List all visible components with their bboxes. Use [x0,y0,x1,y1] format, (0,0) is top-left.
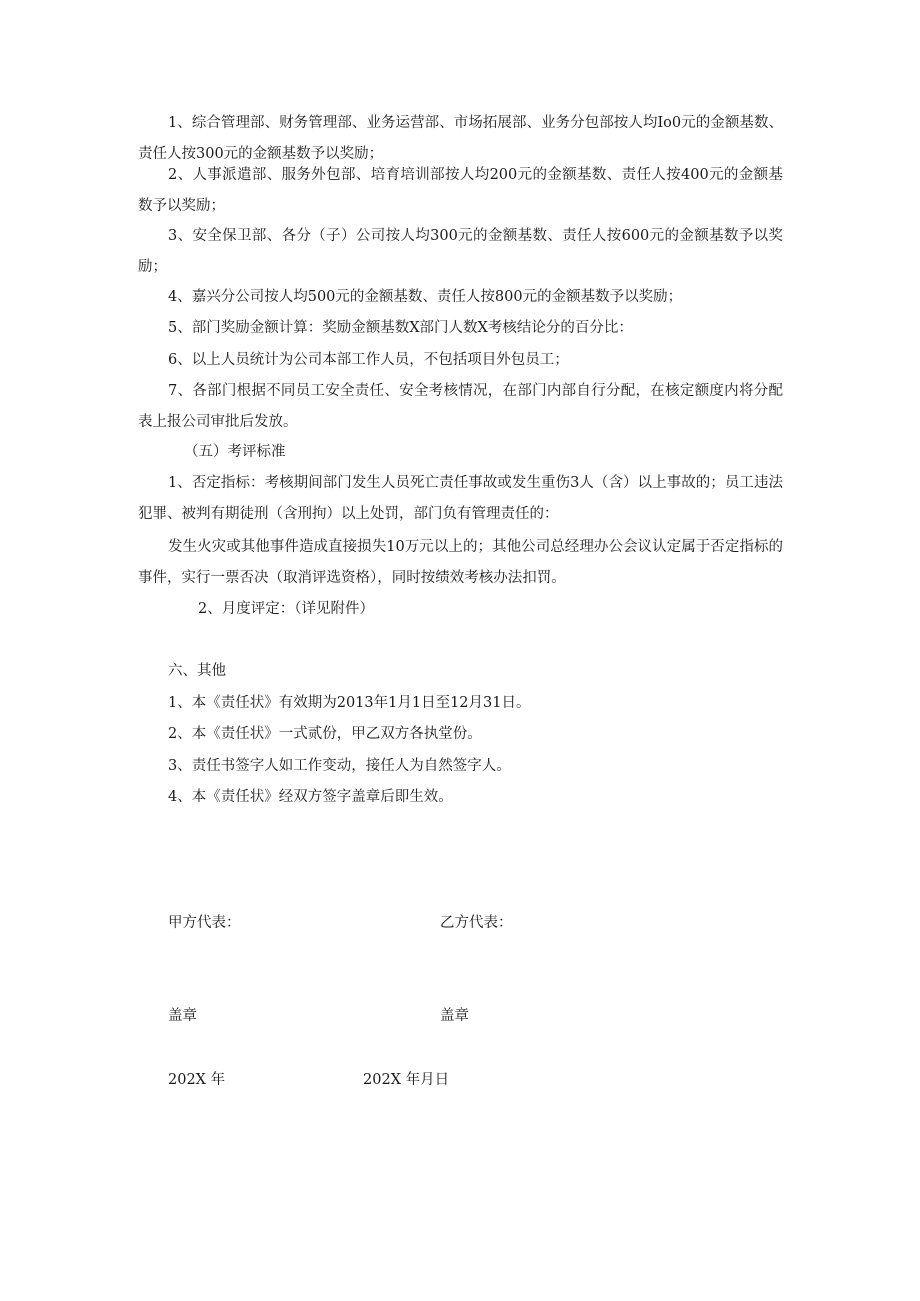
reward-item-2: 2、人事派遣部、服务外包部、培育培训部按人均200元的金额基数、责任人按400元的金额基数予以奖励； [138,167,783,214]
reward-item-6: 6、以上人员统计为公司本部工作人员，不包括项目外包员工； [168,352,569,368]
criteria-veto: 1、否定指标：考核期间部门发生人员死亡责任事故或发生重伤3人（含）以上事故的；员工违法犯罪、被判有期徒刑（含刑拘）以上处罚，部门负有管理责任的： [138,475,783,522]
reward-item-5: 5、部门奖励金额计算：奖励金额基数X部门人数X考核结论分的百分比： [168,320,633,336]
other-item-2: 2、本《责任状》一式贰份，甲乙双方各执堂份。 [168,726,482,742]
party-b-seal: 盖章 [440,1008,469,1024]
other-heading: 六、其他 [168,663,226,679]
reward-item-4: 4、嘉兴分公司按人均500元的金额基数、责任人按800元的金额基数予以奖励； [168,289,683,305]
party-a-label: 甲方代表： [168,915,241,931]
other-item-3: 3、责任书签字人如工作变动，接任人为自然签字人。 [168,758,511,774]
party-a-date: 202X 年 [168,1072,226,1088]
reward-item-7: 7、各部门根据不同员工安全责任、安全考核情况，在部门内部自行分配，在核定额度内将分配表上报公司审批后发放。 [138,383,783,430]
other-item-4: 4、本《责任状》经双方签字盖章后即生效。 [168,789,453,805]
other-item-1: 1、本《责任状》有效期为2013年1月1日至12月31日。 [168,695,531,711]
criteria-heading: （五）考评标准 [184,444,286,460]
party-b-label: 乙方代表： [440,915,513,931]
criteria-monthly: 2、月度评定：（详见附件） [198,601,374,617]
reward-item-1: 1、综合管理部、财务管理部、业务运营部、市场拓展部、业务分包部按人均Io0元的金额基数、责任人按300元的金额基数予以奖励； [138,115,783,162]
criteria-veto-continued: 发生火灾或其他事件造成直接损失10万元以上的；其他公司总经理办公会议认定属于否定指标的事件，实行一票否决（取消评选资格），同时按绩效考核办法扣罚。 [138,539,783,586]
reward-item-3: 3、安全保卫部、各分（子）公司按人均300元的金额基数、责任人按600元的金额基数予以奖励； [138,228,783,275]
party-b-date: 202X 年月日 [363,1072,450,1088]
party-a-seal: 盖章 [168,1008,197,1024]
